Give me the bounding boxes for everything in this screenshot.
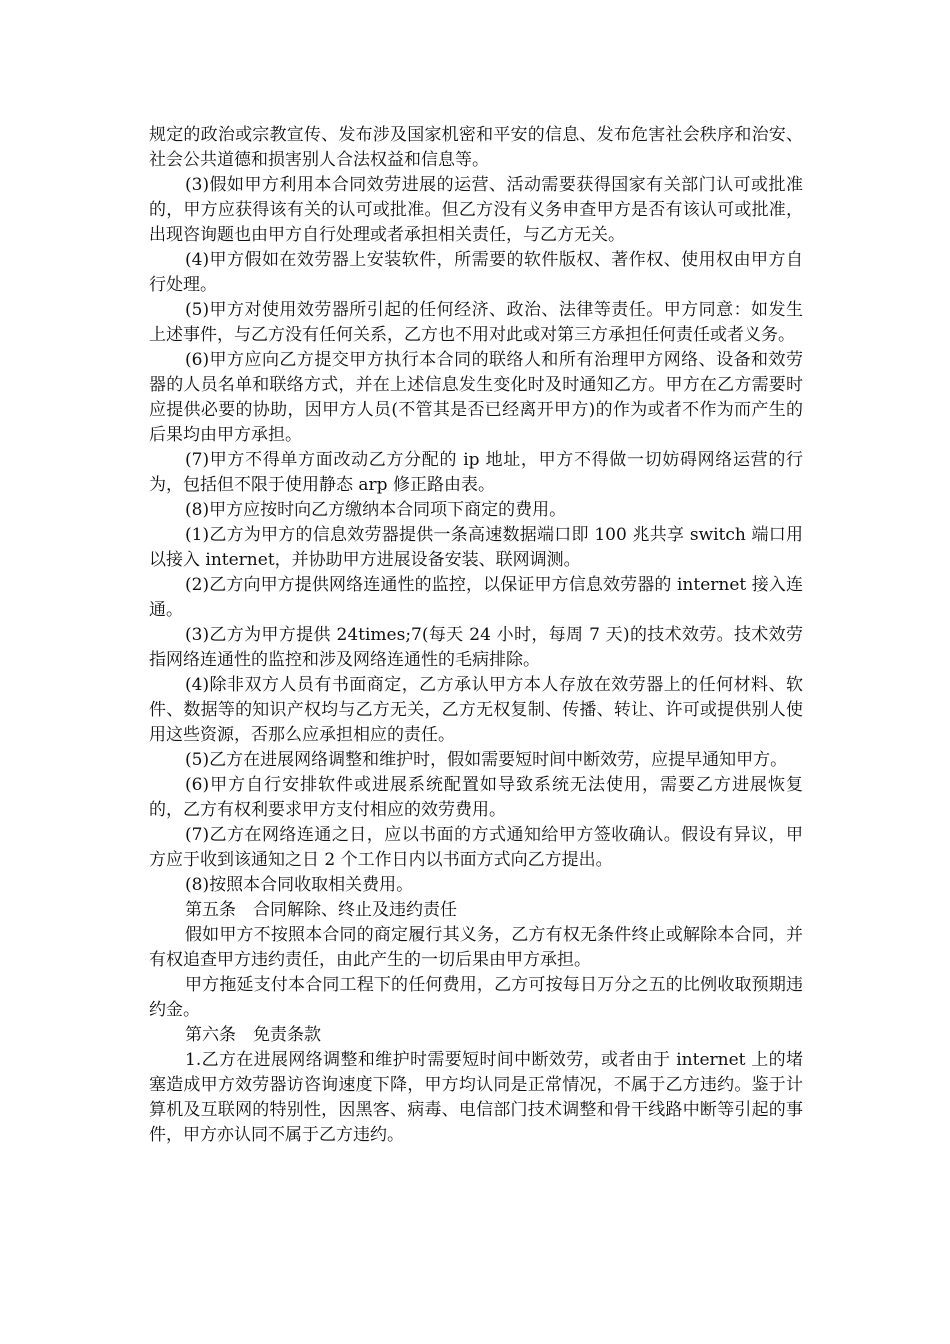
paragraph-party-b-4: (4)除非双方人员有书面商定，乙方承认甲方本人存放在效劳器上的任何材料、软件、数据等的知识产权均与乙方无关，乙方无权复制、传播、转让、许可或提供别人使用这些资源，否那么应承担相应的责任。 bbox=[149, 675, 803, 745]
document-body bbox=[149, 123, 803, 1148]
paragraph-party-b-1: (1)乙方为甲方的信息效劳器提供一条高速数据端口即 100 兆共享 switch 端口用以接入 internet，并协助甲方进展设备安装、联网调测。 bbox=[149, 525, 803, 570]
paragraph-party-b-3: (3)乙方为甲方提供 24times;7(每天 24 小时，每周 7 天)的技术效劳。技术效劳指网络连通性的监控和涉及网络连通性的毛病排除。 bbox=[149, 625, 803, 670]
paragraph-party-b-5: (5)乙方在进展网络调整和维护时，假如需要短时间中断效劳，应提早通知甲方。 bbox=[185, 750, 788, 770]
section-heading-article-5: 第五条 合同解除、终止及违约责任 bbox=[185, 900, 457, 920]
paragraph-party-a-5: (5)甲方对使用效劳器所引起的任何经济、政治、法律等责任。甲方同意：如发生上述事件，与乙方没有任何关系，乙方也不用对此或对第三方承担任何责任或者义务。 bbox=[149, 300, 803, 345]
paragraph-party-b-6: (6)甲方自行安排软件或进展系统配置如导致系统无法使用，需要乙方进展恢复的，乙方有权利要求甲方支付相应的效劳费用。 bbox=[149, 775, 803, 820]
paragraph-disclaimer-1: 1.乙方在进展网络调整和维护时需要短时间中断效劳，或者由于 internet 上的堵塞造成甲方效劳器访咨询速度下降，甲方均认同是正常情况，不属于乙方违约。鉴于计算机及互联网的特别性，因黑客、病毒、电信部门技术调整和骨干线路中断等引起的事件，甲方亦认同不属于乙方违约。 bbox=[149, 1050, 803, 1145]
paragraph-party-a-8: (8)甲方应按时向乙方缴纳本合同项下商定的费用。 bbox=[185, 500, 567, 520]
paragraph-party-b-8: (8)按照本合同收取相关费用。 bbox=[185, 875, 414, 895]
paragraph-party-a-3: (3)假如甲方利用本合同效劳进展的运营、活动需要获得国家有关部门认可或批准的，甲方应获得该有关的认可或批准。但乙方没有义务申查甲方是否有该认可或批准，出现咨询题也由甲方自行处理或者承担相关责任，与乙方无关。 bbox=[149, 175, 803, 245]
paragraph-party-a-7: (7)甲方不得单方面改动乙方分配的 ip 地址，甲方不得做一切妨碍网络运营的行为，包括但不限于使用静态 arp 修正路由表。 bbox=[149, 450, 803, 495]
paragraph-continuation: 规定的政治或宗教宣传、发布涉及国家机密和平安的信息、发布危害社会秩序和治安、社会公共道德和损害别人合法权益和信息等。 bbox=[149, 125, 803, 170]
paragraph-party-b-2: (2)乙方向甲方提供网络连通性的监控，以保证甲方信息效劳器的 internet 接入连通。 bbox=[149, 575, 803, 620]
paragraph-termination: 假如甲方不按照本合同的商定履行其义务，乙方有权无条件终止或解除本合同，并有权追查甲方违约责任，由此产生的一切后果由甲方承担。 bbox=[149, 925, 803, 970]
paragraph-party-a-4: (4)甲方假如在效劳器上安装软件，所需要的软件版权、著作权、使用权由甲方自行处理。 bbox=[149, 250, 803, 295]
paragraph-party-b-7: (7)乙方在网络连通之日，应以书面的方式通知给甲方签收确认。假设有异议，甲方应于收到该通知之日 2 个工作日内以书面方式向乙方提出。 bbox=[149, 825, 803, 870]
paragraph-late-payment: 甲方拖延支付本合同工程下的任何费用，乙方可按每日万分之五的比例收取预期违约金。 bbox=[149, 975, 803, 1020]
section-heading-article-6: 第六条 免责条款 bbox=[185, 1025, 321, 1045]
paragraph-party-a-6: (6)甲方应向乙方提交甲方执行本合同的联络人和所有治理甲方网络、设备和效劳器的人员名单和联络方式，并在上述信息发生变化时及时通知乙方。甲方在乙方需要时应提供必要的协助，因甲方人员(不管其是否已经离开甲方)的作为或者不作为而产生的后果均由甲方承担。 bbox=[149, 350, 803, 445]
